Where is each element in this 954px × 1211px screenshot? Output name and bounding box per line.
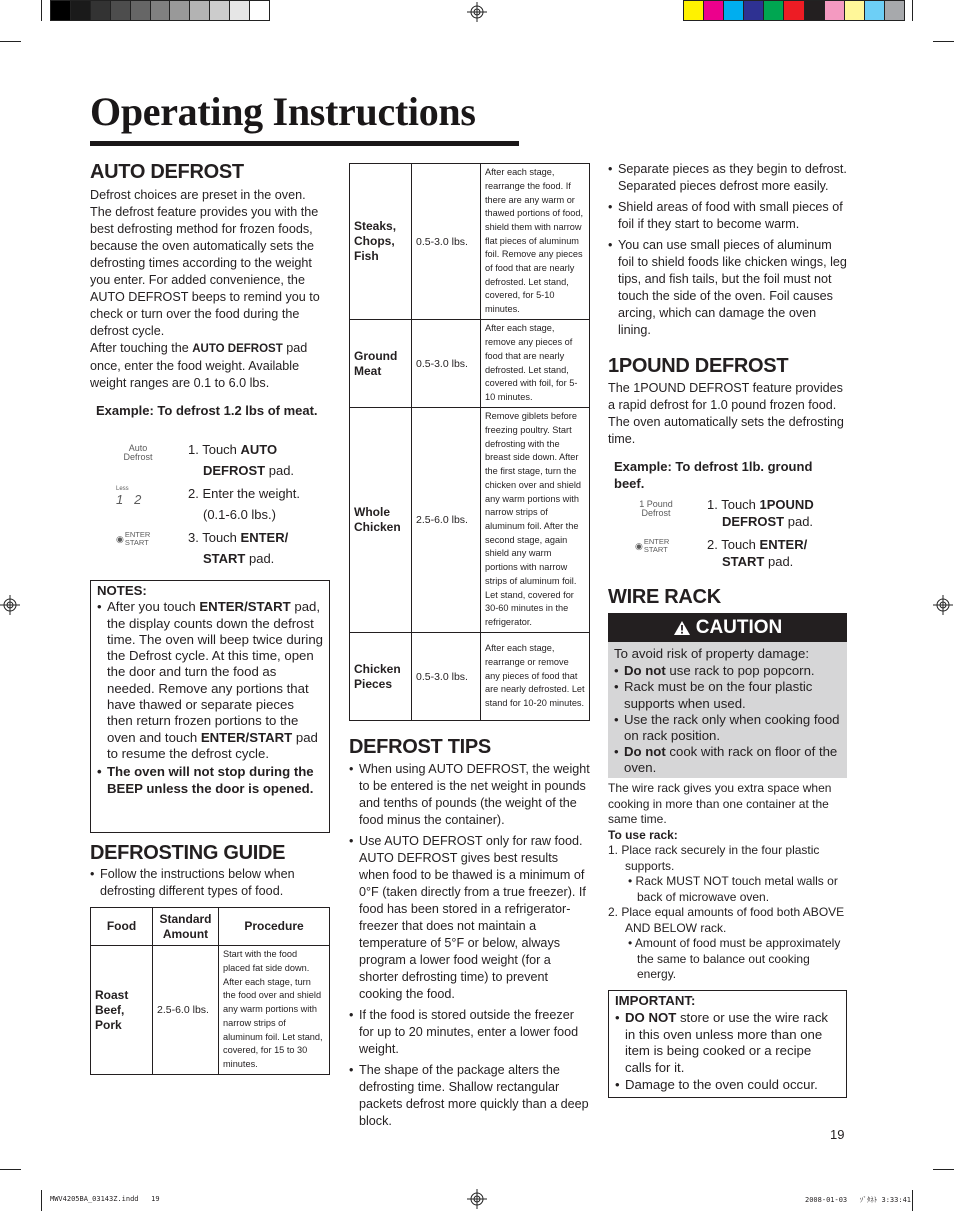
step1-key-a: AUTO bbox=[240, 442, 278, 457]
step3-key-a: ENTER/ bbox=[240, 530, 289, 545]
defrosting-guide-intro bbox=[90, 866, 315, 904]
notes-box bbox=[90, 580, 330, 833]
one-pound-defrost-pad-icon bbox=[636, 500, 676, 518]
gray-swatch-6 bbox=[170, 1, 190, 20]
auto-defrost-intro bbox=[90, 187, 328, 392]
caution-header bbox=[608, 613, 847, 642]
table-header-row bbox=[91, 908, 330, 946]
table-row bbox=[350, 633, 590, 721]
step1-suffix: pad. bbox=[265, 463, 295, 478]
tip-item: • Shield areas of food with small pieces of foil if they start to become warm. bbox=[608, 199, 851, 233]
step1-prefix: 1. Touch bbox=[188, 442, 241, 457]
note-item: • The oven will not stop during the BEEP unless the door is opened. bbox=[97, 764, 323, 797]
amount-cell: 2.5-6.0 lbs. bbox=[412, 408, 481, 633]
page-number: 19 bbox=[830, 1127, 845, 1142]
crop-mark bbox=[912, 1190, 913, 1211]
auto-defrost-pad-icon bbox=[121, 444, 155, 462]
auto-defrost-heading: AUTO DEFROST bbox=[90, 161, 244, 183]
gray-swatch-1 bbox=[71, 1, 91, 20]
food-cell: Ground Meat bbox=[350, 320, 412, 408]
footer-date: 2008-01-03 ｿﾞﾀﾈﾄ 3:33:41 bbox=[805, 1196, 912, 1204]
step2-text: 2. Enter the weight. bbox=[188, 486, 301, 501]
tip-item: • If the food is stored outside the freezer for up to 20 minutes, enter a lower food weight. bbox=[349, 1007, 590, 1058]
to-use-label: To use rack: bbox=[608, 827, 678, 842]
tip-item: • Separate pieces as they begin to defrost. Separated pieces defrost more easily. bbox=[608, 161, 851, 195]
col-header-amount: Standard Amount bbox=[153, 908, 219, 946]
after-prefix: After touching the bbox=[90, 341, 193, 355]
step3-prefix: 3. Touch bbox=[188, 530, 241, 545]
auto-defrost-step-1 bbox=[188, 439, 323, 481]
crop-mark bbox=[0, 1169, 21, 1170]
caution-intro: To avoid risk of property damage: bbox=[614, 646, 809, 661]
tip-item: • The shape of the package alters the defrosting time. Shallow rectangular packets defrost more quickly than a deep block. bbox=[349, 1062, 590, 1130]
enter-line: ENTER bbox=[643, 537, 670, 546]
note1-suffix: pad to resume the defrost cycle. bbox=[107, 729, 318, 761]
step2-prefix: 2. Touch bbox=[707, 537, 760, 552]
gray-swatch-8 bbox=[210, 1, 230, 20]
color-swatch-7 bbox=[825, 1, 845, 20]
enter-line: ENTER bbox=[124, 530, 151, 539]
wire-rack-step-2-sub: • Amount of food must be approximately the same to balance out cooking energy. bbox=[628, 936, 841, 981]
gray-swatch-9 bbox=[230, 1, 250, 20]
pad-label-line1: Auto bbox=[128, 443, 148, 453]
col-header-food: Food bbox=[91, 908, 153, 946]
one-pound-defrost-example: Example: To defrost 1lb. ground beef. bbox=[614, 459, 813, 491]
wire-rack-heading: WIRE RACK bbox=[608, 586, 721, 608]
auto-defrost-example: Example: To defrost 1.2 lbs of meat. bbox=[96, 403, 318, 418]
defrost-tips-list bbox=[349, 761, 590, 1134]
gray-swatch-10 bbox=[250, 1, 269, 20]
caution4-rest: cook with rack on floor of the oven. bbox=[624, 744, 838, 776]
enter-start-pad-icon bbox=[635, 538, 669, 554]
step1-suffix: pad. bbox=[784, 514, 814, 529]
defrosting-guide-table-continued bbox=[349, 163, 590, 721]
food-cell: Steaks, Chops, Fish bbox=[350, 164, 412, 320]
caution-item: • Use the rack only when cooking food on rack position. bbox=[614, 712, 841, 744]
gray-swatch-2 bbox=[91, 1, 111, 20]
tip-item: • Use AUTO DEFROST only for raw food. AUTO DEFROST gives best results when food to be thawed is a minimum of 0°F (taken directly from a true freezer). If food has been stored in a refrigerator-freezer that does not maintain a temperature of 5°F or below, always program a lower food weight (for a shorter defrosting time) to prevent cooking the food. bbox=[349, 833, 590, 1003]
step2-range: (0.1-6.0 lbs.) bbox=[203, 507, 276, 522]
wire-rack-step-1: 1. Place rack securely in the four plastic supports. bbox=[608, 843, 820, 873]
defrosting-guide-table bbox=[90, 907, 330, 1075]
one-pound-defrost-intro: The 1POUND DEFROST feature provides a rapid defrost for 1.0 pound frozen food. The oven automatically sets the defrosting time. bbox=[608, 381, 844, 446]
caution1-rest: use rack to pop popcorn. bbox=[665, 663, 815, 679]
step2-key-a: ENTER/ bbox=[759, 537, 808, 552]
registration-target-icon bbox=[467, 2, 487, 22]
table-row bbox=[91, 946, 330, 1075]
caution-item bbox=[614, 744, 841, 776]
step1-key-a: 1POUND bbox=[759, 497, 814, 512]
food-cell: Whole Chicken bbox=[350, 408, 412, 633]
procedure-cell: Start with the food placed fat side down. After each stage, turn the food over and shield any warm portions with narrow strips of aluminum foil. Let stand, covered, for 15 to 30 minutes. bbox=[219, 946, 330, 1075]
page-title: Operating Instructions bbox=[90, 89, 476, 134]
color-swatch-10 bbox=[885, 1, 904, 20]
important1-rest: store or use the wire rack in this oven unless more than one item is being cooked or a recipe calls for it. bbox=[625, 1009, 829, 1076]
important-box bbox=[608, 990, 847, 1098]
color-swatch-1 bbox=[704, 1, 724, 20]
color-swatch-9 bbox=[865, 1, 885, 20]
color-swatch-3 bbox=[744, 1, 764, 20]
caution1-key: Do not bbox=[624, 663, 666, 679]
enter-start-label bbox=[644, 538, 669, 554]
step2-suffix: pad. bbox=[764, 554, 794, 569]
title-underline bbox=[90, 141, 519, 146]
procedure-cell: After each stage, rearrange or remove any pieces of food that are nearly defrosted. Let stand for 10-20 minutes. bbox=[481, 633, 590, 721]
crop-mark bbox=[933, 41, 954, 42]
amount-cell: 2.5-6.0 lbs. bbox=[153, 946, 219, 1075]
food-cell: Chicken Pieces bbox=[350, 633, 412, 721]
less-label: Less bbox=[116, 486, 129, 492]
caution-item: • Rack must be on the four plastic supports when used. bbox=[614, 679, 841, 711]
table-row bbox=[350, 408, 590, 633]
auto-defrost-step-3 bbox=[188, 527, 323, 569]
auto-defrost-intro-text: Defrost choices are preset in the oven. The defrost feature provides you with the best defrosting method for frozen foods, because the oven automatically sets the defrosting times according to the weight you enter. For added convenience, the AUTO DEFROST beeps to remind you to check or turn over the food during the defrost cycle. bbox=[90, 188, 320, 338]
wire-rack-description-text: The wire rack gives you extra space when cooking in more than one container at the same time. bbox=[608, 781, 832, 826]
amount-cell: 0.5-3.0 lbs. bbox=[412, 164, 481, 320]
procedure-cell: Remove giblets before freezing poultry. Start defrosting with the breast side down. After the first stage, turn the chicken over and shield any warm portions with narrow strips of aluminum foil. After the second stage, again shield any warm portions with narrow strips of aluminum foil. Let stand, covered for 30-60 minutes in the refrigerator. bbox=[481, 408, 590, 633]
step1-key-b: DEFROST bbox=[203, 463, 266, 478]
note1-key: ENTER/START bbox=[199, 599, 291, 615]
step3-suffix: pad. bbox=[245, 551, 275, 566]
start-line: START bbox=[643, 545, 668, 554]
defrost-tips-heading: DEFROST TIPS bbox=[349, 736, 491, 758]
digits-label: 1 2 bbox=[116, 492, 142, 507]
crop-mark bbox=[912, 0, 913, 21]
crop-mark bbox=[933, 1169, 954, 1170]
amount-cell: 0.5-3.0 lbs. bbox=[412, 633, 481, 721]
procedure-cell: After each stage, remove any pieces of food that are nearly defrosted. Let stand, covered with foil, for 5-10 minutes. bbox=[481, 320, 590, 408]
crop-mark bbox=[41, 0, 42, 21]
color-swatch-0 bbox=[684, 1, 704, 20]
registration-target-icon bbox=[933, 595, 953, 615]
gray-swatch-0 bbox=[51, 1, 71, 20]
pad-label-line2: Defrost bbox=[123, 452, 153, 462]
wire-rack-step-1-sub: • Rack MUST NOT touch metal walls or back of microwave oven. bbox=[628, 874, 838, 904]
col-header-procedure: Procedure bbox=[219, 908, 330, 946]
table-row bbox=[350, 320, 590, 408]
one-pound-step-2 bbox=[707, 536, 847, 570]
note-item bbox=[97, 599, 323, 762]
step1-key-b: DEFROST bbox=[722, 514, 785, 529]
one-pound-step-1 bbox=[707, 496, 847, 530]
after-suffix: pad once, enter the food weight. Available weight ranges are 0.1 to 6.0 lbs. bbox=[90, 341, 308, 390]
caution-item bbox=[614, 663, 841, 679]
color-swatch-2 bbox=[724, 1, 744, 20]
grayscale-bar bbox=[50, 0, 270, 21]
important-item: • Damage to the oven could occur. bbox=[615, 1077, 840, 1094]
crop-mark bbox=[41, 1190, 42, 1211]
after-key: AUTO DEFROST bbox=[192, 343, 283, 355]
pad-label-line1: 1 Pound bbox=[639, 499, 673, 509]
one-pound-defrost-heading: 1POUND DEFROST bbox=[608, 355, 789, 377]
caution4-key: Do not bbox=[624, 744, 666, 760]
note1-key2: ENTER/START bbox=[200, 729, 293, 745]
number-pad-icon bbox=[116, 486, 141, 506]
note1-mid: pad, the display counts down the defrost time. The oven will beep twice during the Defrost cycle. At this time, open the door and turn the food as needed. Remove any portions that have thawed or separate pieces then return frozen portions to the oven and touch bbox=[107, 599, 323, 745]
color-swatch-8 bbox=[845, 1, 865, 20]
gray-swatch-4 bbox=[131, 1, 151, 20]
color-swatch-6 bbox=[805, 1, 825, 20]
auto-defrost-step-2 bbox=[188, 483, 323, 525]
notes-title: NOTES: bbox=[97, 583, 147, 598]
color-swatch-4 bbox=[764, 1, 784, 20]
auto-defrost-after bbox=[90, 340, 328, 392]
warning-icon bbox=[673, 620, 691, 636]
power-icon: ◉ bbox=[116, 533, 124, 544]
wire-rack-description bbox=[608, 781, 851, 983]
step1-prefix: 1. Touch bbox=[707, 497, 760, 512]
crop-mark bbox=[0, 41, 21, 42]
food-cell: Roast Beef, Pork bbox=[91, 946, 153, 1075]
right-tips-list bbox=[608, 161, 851, 343]
important1-key: DO NOT bbox=[625, 1009, 677, 1025]
start-line: START bbox=[124, 538, 149, 547]
gray-swatch-5 bbox=[151, 1, 171, 20]
important-item bbox=[615, 1010, 840, 1077]
gray-swatch-3 bbox=[111, 1, 131, 20]
important-title: IMPORTANT: bbox=[615, 993, 696, 1008]
amount-cell: 0.5-3.0 lbs. bbox=[412, 320, 481, 408]
guide-intro-text: • Follow the instructions below when defrosting different types of food. bbox=[90, 866, 315, 900]
gray-swatch-7 bbox=[190, 1, 210, 20]
caution-body bbox=[608, 642, 847, 778]
registration-target-icon bbox=[467, 1189, 487, 1209]
step3-key-b: START bbox=[203, 551, 246, 566]
caution-label: CAUTION bbox=[695, 616, 783, 638]
table-row bbox=[350, 164, 590, 320]
note1-prefix: After you touch bbox=[107, 599, 200, 615]
tip-item: • When using AUTO DEFROST, the weight to be entered is the net weight in pounds and tenths of pounds (the weight of the food minus the container). bbox=[349, 761, 590, 829]
pad-label-line2: Defrost bbox=[641, 508, 671, 518]
wire-rack-step-2: 2. Place equal amounts of food both ABOVE AND BELOW rack. bbox=[608, 905, 845, 935]
color-bar bbox=[683, 0, 905, 21]
registration-target-icon bbox=[0, 595, 20, 615]
step2-key-b: START bbox=[722, 554, 765, 569]
power-icon: ◉ bbox=[635, 540, 643, 551]
procedure-cell: After each stage, rearrange the food. If there are any warm or thawed portions of food, shield them with narrow flat pieces of aluminum foil. Remove any pieces of food that are nearly defrosted. Let stand, covered, for 5-10 minutes. bbox=[481, 164, 590, 320]
footer-file: MWV4205BA_03143Z.indd 19 bbox=[50, 1195, 160, 1203]
color-swatch-5 bbox=[784, 1, 804, 20]
defrosting-guide-heading: DEFROSTING GUIDE bbox=[90, 842, 286, 864]
tip-item: • You can use small pieces of aluminum foil to shield foods like chicken wings, leg tips, and fish tails, but the foil must not touch the side of the oven. Foil causes arcing, which can damage the oven lining. bbox=[608, 237, 851, 339]
enter-start-label bbox=[125, 531, 150, 547]
enter-start-pad-icon bbox=[116, 531, 150, 547]
